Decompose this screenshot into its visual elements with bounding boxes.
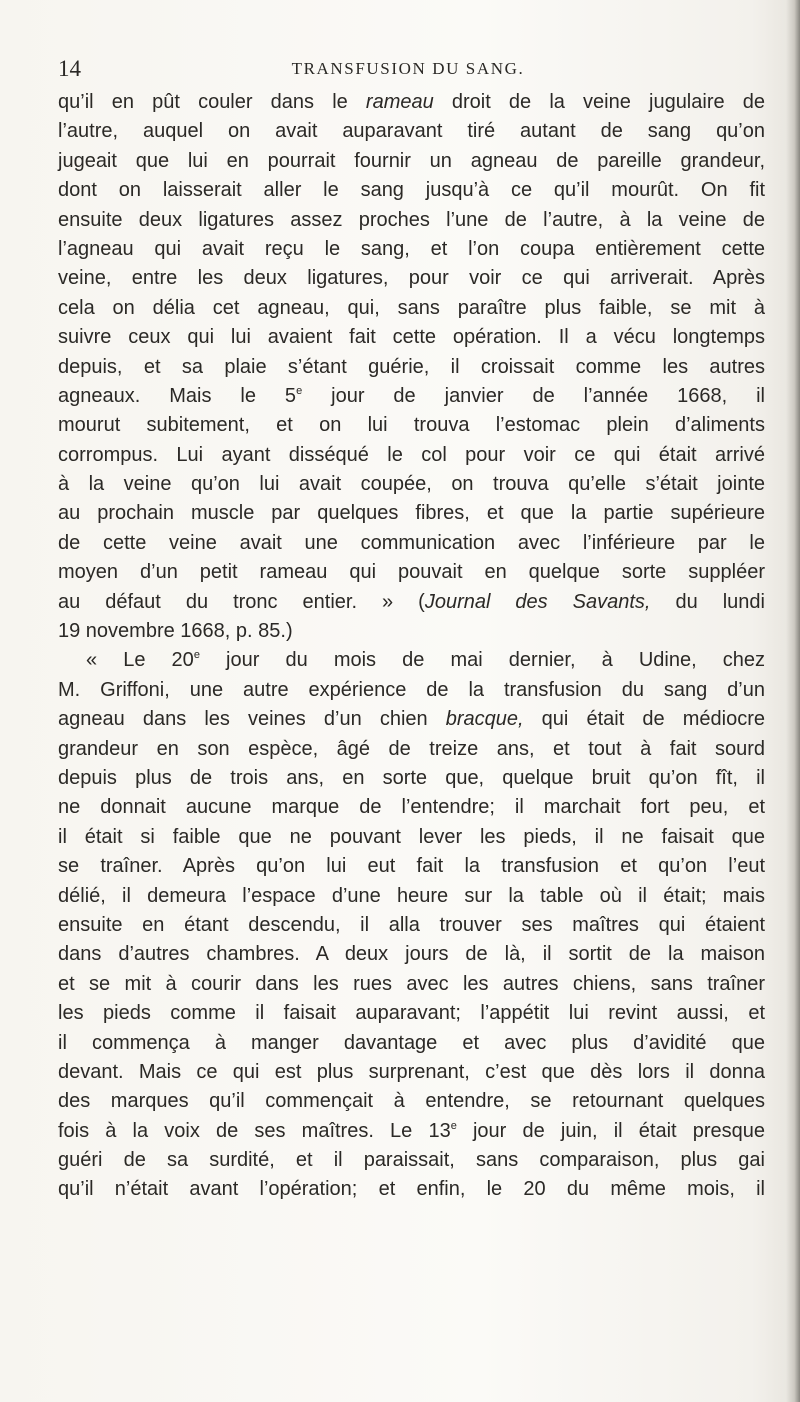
text-segment: délié, il demeura l’espace d’une heure sur la table où il était; mais (58, 884, 765, 907)
text-segment: moyen d’un petit rameau qui pouvait en quelque sorte suppléer (58, 561, 765, 584)
page-number: 14 (58, 56, 81, 81)
text-line (58, 940, 765, 969)
text-segment: au défaut du tronc entier. » ( (58, 590, 425, 613)
text-segment: droit de la veine jugulaire de (433, 91, 765, 113)
text-line (58, 911, 765, 940)
text-line (58, 1087, 765, 1116)
text-line (58, 206, 765, 235)
text-segment: depuis, et sa plaie s’étant guérie, il croissait comme les autres (58, 355, 765, 378)
text-line (58, 970, 765, 999)
text-line (58, 852, 765, 881)
text-segment: mourut subitement, et on lui trouva l’estomac plein d’aliments (58, 414, 765, 437)
text-segment: et se mit à courir dans les rues avec les autres chiens, sans traîner (58, 972, 765, 995)
text-segment: les pieds comme il faisait auparavant; l’appétit lui revint aussi, et (58, 1002, 765, 1025)
text-line (58, 823, 765, 852)
text-line (58, 558, 765, 587)
text-segment: ensuite deux ligatures assez proches l’une de l’autre, à la veine de (58, 208, 765, 231)
text-line (58, 1175, 765, 1204)
text-line (58, 764, 765, 793)
superscript: e (193, 649, 200, 662)
text-segment: agneau dans les veines d’un chien (58, 708, 446, 731)
text-line (58, 294, 765, 323)
text-line (58, 1029, 765, 1058)
text-line (58, 470, 765, 499)
italic-text: Journal des Savants, (424, 590, 651, 613)
text-line (58, 88, 765, 117)
text-line (58, 411, 765, 440)
text-segment: jugeait que lui en pourrait fournir un agneau de pareille grandeur, (58, 149, 765, 172)
text-segment: 19 novembre 1668, p. 85.) (58, 620, 293, 643)
text-segment: qu’il en pût couler dans le (58, 91, 366, 113)
text-line (58, 793, 765, 822)
text-segment: dont on laisserait aller le sang jusqu’à ce qu’il mourût. On fit (58, 179, 765, 202)
text-segment: il commença à manger davantage et avec plus d’avidité que (58, 1031, 765, 1054)
text-line (58, 617, 765, 646)
text-segment: depuis plus de trois ans, en sorte que, quelque bruit qu’on fît, il (58, 766, 765, 789)
text-segment: des marques qu’il commençait à entendre, se retournant quelques (58, 1090, 765, 1113)
text-line (58, 323, 765, 352)
text-segment: l’agneau qui avait reçu le sang, et l’on coupa entièrement cette (58, 237, 765, 260)
text-line (58, 705, 765, 734)
text-line (58, 147, 765, 176)
text-segment: il était si faible que ne pouvant lever les pieds, il ne faisait que (58, 825, 765, 848)
text-segment: jour de juin, il était presque (456, 1119, 765, 1142)
text-segment: fois à la voix de ses maîtres. Le 13 (58, 1119, 451, 1142)
body-text (58, 88, 765, 1205)
text-segment: agneaux. Mais le 5 (58, 384, 297, 407)
text-line (58, 1146, 765, 1175)
text-segment: à la veine qu’on lui avait coupée, on trouva qu’elle s’était jointe (58, 473, 765, 496)
text-segment: dans d’autres chambres. A deux jours de là, il sortit de la maison (58, 943, 765, 966)
text-segment: guéri de sa surdité, et il paraissait, sans comparaison, plus gai (58, 1149, 765, 1172)
text-line (58, 676, 765, 705)
text-line (58, 646, 765, 675)
text-segment: qu’il n’était avant l’opération; et enfin, le 20 du même mois, il (58, 1178, 765, 1201)
text-line (58, 999, 765, 1028)
text-segment: cela on délia cet agneau, qui, sans paraître plus faible, se mit à (58, 296, 765, 319)
text-segment: suivre ceux qui lui avaient fait cette opération. Il a vécu longtemps (58, 326, 765, 349)
text-segment: jour du mois de mai dernier, à Udine, chez (199, 649, 765, 672)
text-segment: M. Griffoni, une autre expérience de la transfusion du sang d’un (58, 678, 765, 701)
superscript: e (450, 1119, 457, 1132)
text-line (58, 588, 765, 617)
text-segment: « Le 20 (86, 649, 194, 672)
text-segment: devant. Mais ce qui est plus surprenant, c’est que dès lors il donna (58, 1060, 765, 1083)
text-line (58, 382, 765, 411)
text-segment: ensuite en étant descendu, il alla trouver ses maîtres qui étaient (58, 913, 765, 936)
text-segment: du lundi (650, 590, 765, 613)
text-segment: grandeur en son espèce, âgé de treize ans, et tout à fait sourd (58, 737, 765, 760)
text-segment: ne donnait aucune marque de l’entendre; il marchait fort peu, et (58, 796, 765, 819)
text-segment: corrompus. Lui ayant disséqué le col pour voir ce qui était arrivé (58, 443, 765, 466)
text-segment: jour de janvier de l’année 1668, il (302, 384, 766, 407)
text-line (58, 441, 765, 470)
text-line (58, 735, 765, 764)
text-segment: au prochain muscle par quelques fibres, et que la partie supérieure (58, 502, 765, 525)
text-line (58, 117, 765, 146)
page-edge-shadow (786, 0, 800, 1402)
running-title: TRANSFUSION DU SANG. (291, 59, 525, 78)
text-line (58, 529, 765, 558)
text-line (58, 264, 765, 293)
text-line (58, 1058, 765, 1087)
text-line (58, 499, 765, 528)
text-segment: se traîner. Après qu’on lui eut fait la transfusion et qu’on l’eut (58, 855, 765, 878)
text-line (58, 235, 765, 264)
text-segment: qui était de médiocre (523, 708, 765, 731)
text-line (58, 1117, 765, 1146)
text-segment: de cette veine avait une communication avec l’inférieure par le (58, 531, 765, 554)
text-line (58, 176, 765, 205)
running-header (58, 56, 758, 86)
italic-text: bracque, (445, 708, 524, 731)
text-segment: l’autre, auquel on avait auparavant tiré autant de sang qu’on (58, 120, 765, 143)
text-segment: veine, entre les deux ligatures, pour voir ce qui arriverait. Après (58, 267, 765, 290)
text-line (58, 882, 765, 911)
superscript: e (296, 384, 303, 397)
text-line (58, 353, 765, 382)
italic-text: rameau (365, 91, 434, 113)
